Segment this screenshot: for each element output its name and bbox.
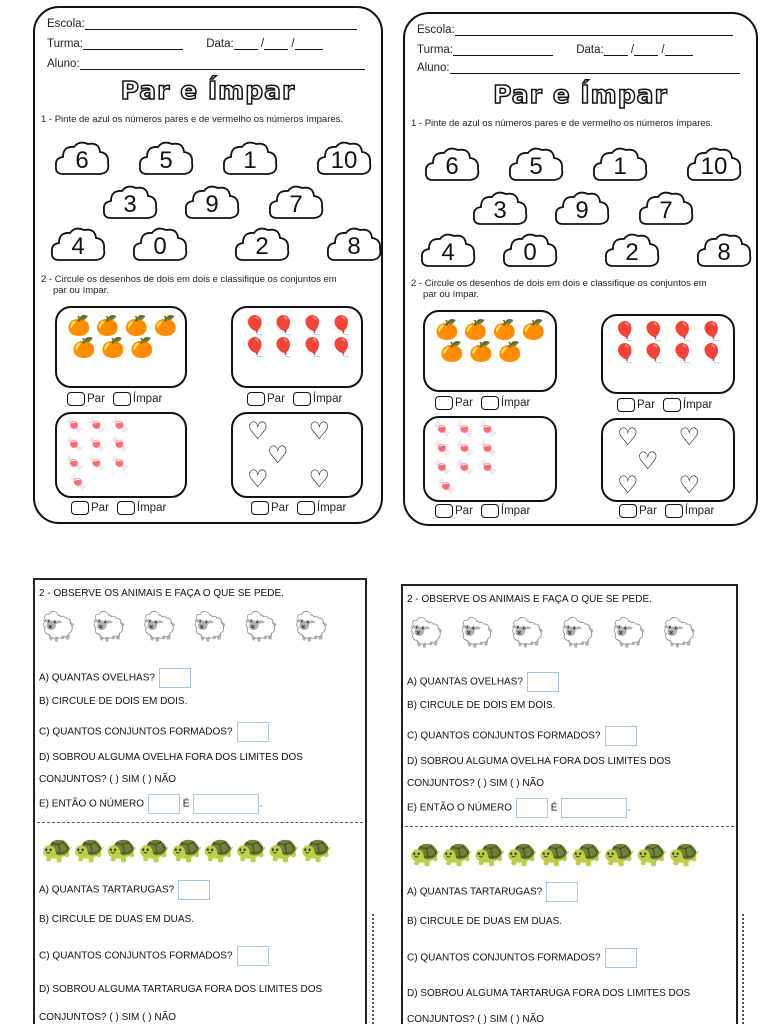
cloud-number[interactable]: [419, 232, 477, 272]
cloud-number-label: 6: [75, 147, 89, 174]
question-b: B) CIRCULE DE DUAS EM DUAS.: [39, 914, 195, 925]
cloud-number[interactable]: [695, 232, 753, 272]
orange-icon: 🍊 🍊 🍊 🍊 🍊 🍊 🍊: [67, 316, 178, 359]
set-box-balloons[interactable]: [601, 314, 735, 394]
checkbox-row[interactable]: Par Ímpar: [247, 392, 342, 406]
balloon-icon: 🎈 🎈 🎈 🎈 🎈 🎈 🎈 🎈: [613, 322, 724, 365]
question-b: B) CIRCULE DE DOIS EM DOIS.: [39, 696, 188, 707]
question-2: 2 - Circule os desenhos de dois em dois e classifique os conjuntos em par ou ímpar.: [41, 274, 337, 296]
class-date-field: Turma: Data: / /: [417, 44, 746, 56]
cloud-number-label: 8: [347, 233, 361, 260]
question-2: 2 - Circule os desenhos de dois em dois e classifique os conjuntos em par ou ímpar.: [411, 278, 707, 300]
answer-box[interactable]: [159, 668, 191, 688]
cloud-number[interactable]: [137, 140, 195, 180]
question-d-options[interactable]: CONJUNTOS? ( ) SIM ( ) NÃO: [39, 774, 177, 785]
checkbox-row[interactable]: Par Ímpar: [619, 504, 714, 518]
cloud-number-label: 10: [700, 153, 728, 180]
sheep-icon: 🐑 🐑 🐑 🐑 🐑 🐑: [409, 617, 702, 648]
heart-icon: ♡ ♡ ♡ ♡ ♡: [617, 424, 701, 499]
page-title: Par e Ímpar: [120, 76, 296, 105]
cloud-number-label: 0: [523, 239, 537, 266]
worksheet-left: [33, 6, 383, 524]
cloud-number-label: 4: [441, 239, 455, 266]
checkbox-row[interactable]: Par Ímpar: [251, 501, 346, 515]
school-field: Escola:: [417, 24, 746, 36]
set-box-oranges[interactable]: [55, 306, 187, 388]
cloud-number[interactable]: [267, 184, 325, 224]
set-box-oranges[interactable]: [423, 310, 557, 392]
divider: [405, 826, 734, 827]
set-box-candies[interactable]: [423, 416, 557, 502]
student-field: Aluno:: [417, 62, 746, 74]
cloud-number[interactable]: [507, 146, 565, 186]
question-d-options[interactable]: CONJUNTOS? ( ) SIM ( ) NÃO: [407, 778, 545, 789]
answer-box[interactable]: [527, 672, 559, 692]
cloud-number[interactable]: [221, 140, 279, 180]
cloud-number[interactable]: [423, 146, 481, 186]
answer-box[interactable]: [193, 794, 259, 814]
sheet-heading: 2 - OBSERVE OS ANIMAIS E FAÇA O QUE SE PEDE.: [39, 588, 284, 599]
checkbox-row[interactable]: Par Ímpar: [71, 501, 166, 515]
cloud-number-label: 2: [625, 239, 639, 266]
cloud-number-label: 0: [153, 233, 167, 260]
school-field: Escola:: [47, 18, 371, 30]
cloud-number-label: 2: [255, 233, 269, 260]
checkbox-row[interactable]: Par Ímpar: [67, 392, 162, 406]
question-c: C) QUANTOS CONJUNTOS FORMADOS?: [39, 946, 269, 966]
cloud-number-label: 7: [289, 191, 303, 218]
question-a: A) QUANTAS OVELHAS?: [407, 672, 559, 692]
question-d: D) SOBROU ALGUMA OVELHA FORA DOS LIMITES DOS: [407, 756, 671, 767]
sheep-icon: 🐑 🐑 🐑 🐑 🐑 🐑: [41, 611, 334, 642]
sheet-heading: 2 - OBSERVE OS ANIMAIS E FAÇA O QUE SE PEDE.: [407, 594, 652, 605]
divider: [37, 822, 363, 823]
cloud-number-label: 4: [71, 233, 85, 260]
answer-box[interactable]: [605, 726, 637, 746]
set-box-balloons[interactable]: [231, 306, 363, 388]
cloud-number-label: 3: [493, 197, 507, 224]
turtle-icon: 🐢🐢🐢🐢🐢🐢🐢🐢🐢: [41, 834, 333, 864]
cloud-number[interactable]: [591, 146, 649, 186]
question-c: C) QUANTOS CONJUNTOS FORMADOS?: [407, 726, 637, 746]
answer-box[interactable]: [148, 794, 180, 814]
answer-box[interactable]: [237, 946, 269, 966]
cloud-number-label: 1: [243, 147, 257, 174]
scissor-line: [372, 914, 377, 1024]
checkbox-row[interactable]: Par Ímpar: [435, 396, 530, 410]
set-box-hearts[interactable]: [231, 412, 363, 498]
animals-sheet-left: [33, 578, 367, 1024]
question-b: B) CIRCULE DE DOIS EM DOIS.: [407, 700, 556, 711]
cloud-number[interactable]: [325, 226, 383, 266]
cloud-number[interactable]: [685, 146, 743, 186]
checkbox-row[interactable]: Par Ímpar: [435, 504, 530, 518]
cloud-number[interactable]: [233, 226, 291, 266]
answer-box[interactable]: [561, 798, 627, 818]
cloud-number[interactable]: [315, 140, 373, 180]
cloud-number-label: 5: [159, 147, 173, 174]
cloud-number[interactable]: [131, 226, 189, 266]
question-d-options[interactable]: CONJUNTOS? ( ) SIM ( ) NÃO: [407, 1014, 545, 1025]
question-1: 1 - Pinte de azul os números pares e de vermelho os números ímpares.: [411, 118, 714, 129]
question-a: A) QUANTAS OVELHAS?: [39, 668, 191, 688]
question-c: C) QUANTOS CONJUNTOS FORMADOS?: [407, 948, 637, 968]
class-date-field: Turma: Data: / /: [47, 38, 371, 50]
cloud-number[interactable]: [101, 184, 159, 224]
cloud-number-label: 5: [529, 153, 543, 180]
answer-box[interactable]: [237, 722, 269, 742]
cloud-number-label: 9: [575, 197, 589, 224]
question-c: C) QUANTOS CONJUNTOS FORMADOS?: [39, 722, 269, 742]
candy-icon: 🍬 🍬 🍬 🍬 🍬 🍬 🍬 🍬 🍬 🍬: [433, 421, 498, 495]
cloud-number[interactable]: [53, 140, 111, 180]
heart-icon: ♡ ♡ ♡ ♡ ♡: [247, 418, 331, 493]
cloud-number[interactable]: [49, 226, 107, 266]
question-d: D) SOBROU ALGUMA TARTARUGA FORA DOS LIMITES DOS: [39, 984, 323, 995]
answer-box[interactable]: [546, 882, 578, 902]
answer-box[interactable]: [178, 880, 210, 900]
question-a: A) QUANTAS TARTARUGAS?: [39, 880, 210, 900]
cloud-number[interactable]: [183, 184, 241, 224]
turtle-icon: 🐢🐢🐢🐢🐢🐢🐢🐢🐢: [409, 838, 701, 868]
question-b: B) CIRCULE DE DUAS EM DUAS.: [407, 916, 563, 927]
cloud-number-label: 3: [123, 191, 137, 218]
question-1: 1 - Pinte de azul os números pares e de vermelho os números ímpares.: [41, 114, 344, 125]
scissor-line: [742, 914, 747, 1024]
cloud-number-label: 9: [205, 191, 219, 218]
answer-box[interactable]: [605, 948, 637, 968]
cloud-number[interactable]: [603, 232, 661, 272]
question-d: D) SOBROU ALGUMA OVELHA FORA DOS LIMITES DOS: [39, 752, 303, 763]
cloud-number-label: 6: [445, 153, 459, 180]
student-field: Aluno:: [47, 58, 371, 70]
answer-box[interactable]: [516, 798, 548, 818]
candy-icon: 🍬 🍬 🍬 🍬 🍬 🍬 🍬 🍬 🍬 🍬: [65, 417, 130, 491]
worksheet-right: [403, 12, 758, 526]
cloud-number[interactable]: [553, 190, 611, 230]
cloud-number-label: 7: [659, 197, 673, 224]
balloon-icon: 🎈 🎈 🎈 🎈 🎈 🎈 🎈 🎈: [243, 316, 354, 359]
question-d-options[interactable]: CONJUNTOS? ( ) SIM ( ) NÃO: [39, 1012, 177, 1023]
cloud-number-label: 1: [613, 153, 627, 180]
page-title: Par e Ímpar: [493, 80, 668, 109]
question-d: D) SOBROU ALGUMA TARTARUGA FORA DOS LIMITES DOS: [407, 988, 691, 999]
cloud-number-label: 10: [330, 147, 358, 174]
question-a: A) QUANTAS TARTARUGAS?: [407, 882, 578, 902]
checkbox-row[interactable]: Par Ímpar: [617, 398, 712, 412]
question-e: E) ENTÃO O NÚMERO É .: [407, 798, 630, 818]
animals-sheet-right: [401, 584, 738, 1024]
set-box-candies[interactable]: [55, 412, 187, 498]
cloud-number-label: 8: [717, 239, 731, 266]
cloud-number[interactable]: [501, 232, 559, 272]
cloud-number[interactable]: [471, 190, 529, 230]
set-box-hearts[interactable]: [601, 418, 735, 502]
cloud-number[interactable]: [637, 190, 695, 230]
orange-icon: 🍊 🍊 🍊 🍊 🍊 🍊 🍊: [435, 320, 546, 363]
question-e: E) ENTÃO O NÚMERO É .: [39, 794, 262, 814]
